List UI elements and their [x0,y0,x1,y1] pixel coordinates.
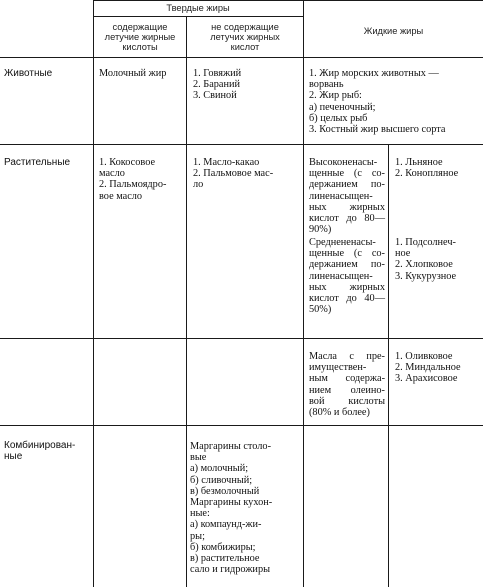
mid-unsaturated-description: Среднененасы- щенные (с со- держанием по- линенасыщен- ных жирных кислот до 40— 50%) [309,237,385,316]
solid-fats-divider [93,16,303,17]
liquid-column-divider [303,0,304,587]
header-bottom-border [0,57,483,58]
high-unsaturated-description: Высоконенасы- щенные (с со- держанием по- линенасыщен- ных жирных кислот до 80— 90%) [309,157,385,236]
without-volatile-acids-header: не содержащие летучих жирных кислот [210,22,280,52]
animal-row-bottom-border [0,144,483,145]
solid-subcolumn-divider [186,16,187,587]
solid-fats-header: Твердые жиры [166,3,230,13]
oleic-oils-list: 1. Оливковое 2. Миндальное 3. Арахисовое [395,351,461,385]
row-label-animal: Животные [4,68,53,79]
animal-liquid-cell: 1. Жир морских животных — ворвань 2. Жир рыб: а) печеночный; б) целых рыб 3. Костный жир высшего сорта [309,68,446,136]
liquid-subcolumn-divider [388,144,389,587]
animal-with-volatile-cell: Молочный жир [99,68,167,79]
high-unsaturated-oils: 1. Льняное 2. Конопляное [395,157,459,180]
oleic-oils-description: Масла с пре- имуществен- ным содержа- нием олеино- вой кислоты (80% и более) [309,351,385,419]
liquid-fats-header: Жидкие жиры [363,26,424,36]
with-volatile-acids-header: содержащие летучие жирные кислоты [104,22,176,52]
vegetable-row-bottom-border [0,338,483,339]
row-label-combined: Комбинирован- ные [4,440,76,462]
vegetable-with-volatile-cell: 1. Кокосовое масло 2. Пальмоядро- вое масло [99,157,167,202]
row-label-vegetable: Растительные [4,157,71,168]
mid-unsaturated-oils: 1. Подсолнеч- ное 2. Хлопковое 3. Кукурузное [395,237,457,282]
vegetable-without-volatile-cell: 1. Масло-какао 2. Пальмовое мас- ло [193,157,274,191]
combined-without-volatile-cell: Маргарины столо- вые а) молочный; б) сливочный; в) безмолочный Маргарины кухон- ные: а) компаунд-жи- ры; б) комбижиры; в) растительное сало и гидрожиры [190,441,273,576]
label-column-divider [93,0,94,587]
oleic-row-bottom-border [0,425,483,426]
header-top-border [93,0,483,1]
animal-without-volatile-cell: 1. Говяжий 2. Бараний 3. Свиной [193,68,242,102]
